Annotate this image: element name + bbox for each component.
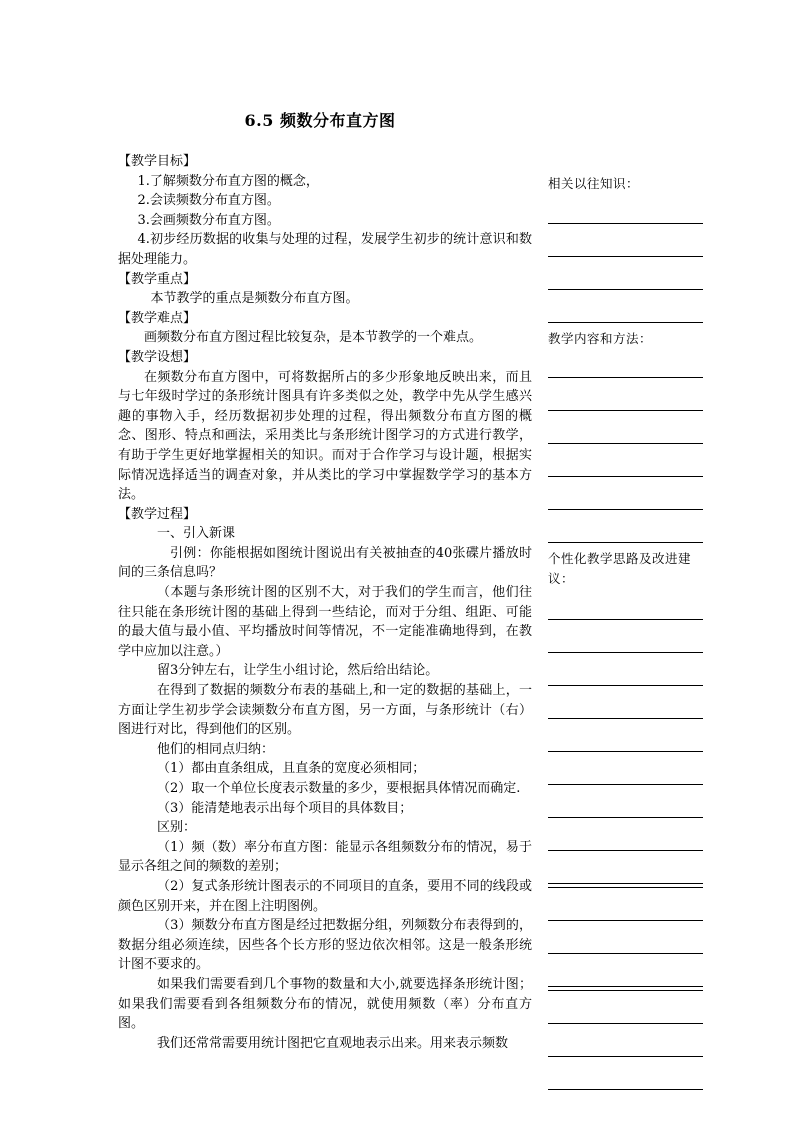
writing-line [548, 990, 703, 991]
writing-line [548, 883, 703, 884]
writing-line [548, 1089, 703, 1090]
writing-line [548, 619, 703, 620]
writing-line [548, 718, 703, 719]
writing-line [548, 887, 703, 888]
same-item: （2）取一个单位长度表示数量的多少，要根据具体情况而确定. [157, 781, 521, 796]
diff-item: （3）频数分布直方图是经过把数据分组，列频数分布表得到的，数据分组必须连续，因些各个长方形的竖边依次相邻。这是一般条形统计图不要求的。 [118, 918, 532, 973]
writing-line [548, 1056, 703, 1057]
content-method-heading: 教学内容和方法： [548, 331, 653, 346]
writing-line [548, 685, 703, 686]
writing-line [548, 322, 703, 323]
diff-item: （2）复式条形统计图表示的不同项目的直条，要用不同的线段或颜色区别开来，并在图上注明图例。 [118, 878, 532, 914]
document-title: 6.5 频数分布直方图 [244, 111, 396, 130]
writing-line [548, 986, 703, 987]
process-heading: 【教学过程】 [118, 506, 197, 522]
compare-paragraph: 在得到了数据的频数分布表的基础上,和一定的数据的基础上，一方面让学生初步学会读频数分布直方图，另一方面，与条形统计（右）图进行对比，得到他们的区别。 [118, 683, 532, 738]
diff-item: （1）频（数）率分布直方图：能显示各组频数分布的情况，易于显示各组之间的频数的差别； [118, 839, 532, 875]
objective-item: 4.初步经历数据的收集与处理的过程，发展学生初步的统计意识和数据处理能力。 [118, 232, 532, 267]
writing-line [548, 953, 703, 954]
writing-line [548, 850, 703, 851]
writing-line [548, 410, 703, 411]
design-text: 在频数分布直方图中，可将数据所占的多少形象地反映出来，而且与七年级时学过的条形统计图具有许多类似之处，教学中先从学生感兴趣的事物入手，经历数据初步处理的过程，得出频数分布直方图的概念、图形、特点和画法，采用类比与条形统计图学习的方式进行教学，有助于学生更好地掌握相关的知识。而对于合作学习与设计题，根据实际情况选择适当的调查对象，并从类比的学习中掌握数学学习的基本方法。 [118, 369, 532, 503]
intro-paragraph: 引例：你能根据如图统计图说出有关被抽查的40张碟片播放时间的三条信息吗？ [118, 545, 532, 581]
writing-line [548, 784, 703, 785]
objectives-heading: 【教学目标】 [118, 154, 197, 169]
last-paragraph: 我们还常常需要用统计图把它直观地表示出来。用来表示频数 [157, 1035, 509, 1051]
writing-line [548, 256, 703, 257]
related-knowledge-heading: 相关以往知识： [548, 176, 640, 191]
choose-paragraph: 如果我们需要看到几个事物的数量和大小,就要选择条形统计图；如果我们需要看到各组频数分布的情况，就使用频数（率）分布直方图。 [118, 976, 532, 1032]
difficulty-heading: 【教学难点】 [118, 310, 197, 326]
discuss-paragraph: 留3分钟左右，让学生小组讨论，然后给出结论。 [157, 663, 439, 679]
writing-line [548, 223, 703, 224]
design-heading: 【教学设想】 [118, 349, 197, 365]
writing-line [548, 289, 703, 290]
objective-item: 2.会读频数分布直方图。 [137, 193, 280, 209]
objective-item: 1.了解频数分布直方图的概念， [137, 173, 319, 189]
personal-ideas-heading: 个性化教学思路及改进建议： [548, 551, 692, 586]
difficulty-text: 画频数分布直方图过程比较复杂，是本节教学的一个难点。 [144, 330, 483, 346]
same-heading: 他们的相同点归纳： [157, 741, 275, 757]
writing-line [548, 920, 703, 921]
main-column [118, 152, 532, 1053]
same-item: （3）能清楚地表示出每个项目的具体数目； [157, 800, 413, 816]
writing-line [548, 443, 703, 444]
writing-line [548, 817, 703, 818]
note-paragraph: （本题与条形统计图的区别不大，对于我们的学生而言，他们往往只能在条形统计图的基础上得到一些结论，而对于分组、组距、可能的最大值与最小值、平均播放时间等情况，不一定能准确地得到，在教学中应加以注意。） [118, 585, 532, 659]
writing-line [548, 751, 703, 752]
writing-line [548, 509, 703, 510]
writing-line [548, 377, 703, 378]
writing-line [548, 1023, 703, 1024]
diff-heading: 区别： [157, 820, 197, 836]
focus-heading: 【教学重点】 [118, 271, 197, 287]
focus-text: 本节教学的重点是频数分布直方图。 [150, 291, 359, 307]
writing-line [548, 652, 703, 653]
writing-line [548, 476, 703, 477]
same-item: （1）都由直条组成，且直条的宽度必须相同； [157, 761, 426, 777]
writing-line [548, 542, 703, 543]
objective-item: 3.会画频数分布直方图。 [137, 212, 280, 228]
section-heading: 一、引入新课 [157, 526, 236, 542]
